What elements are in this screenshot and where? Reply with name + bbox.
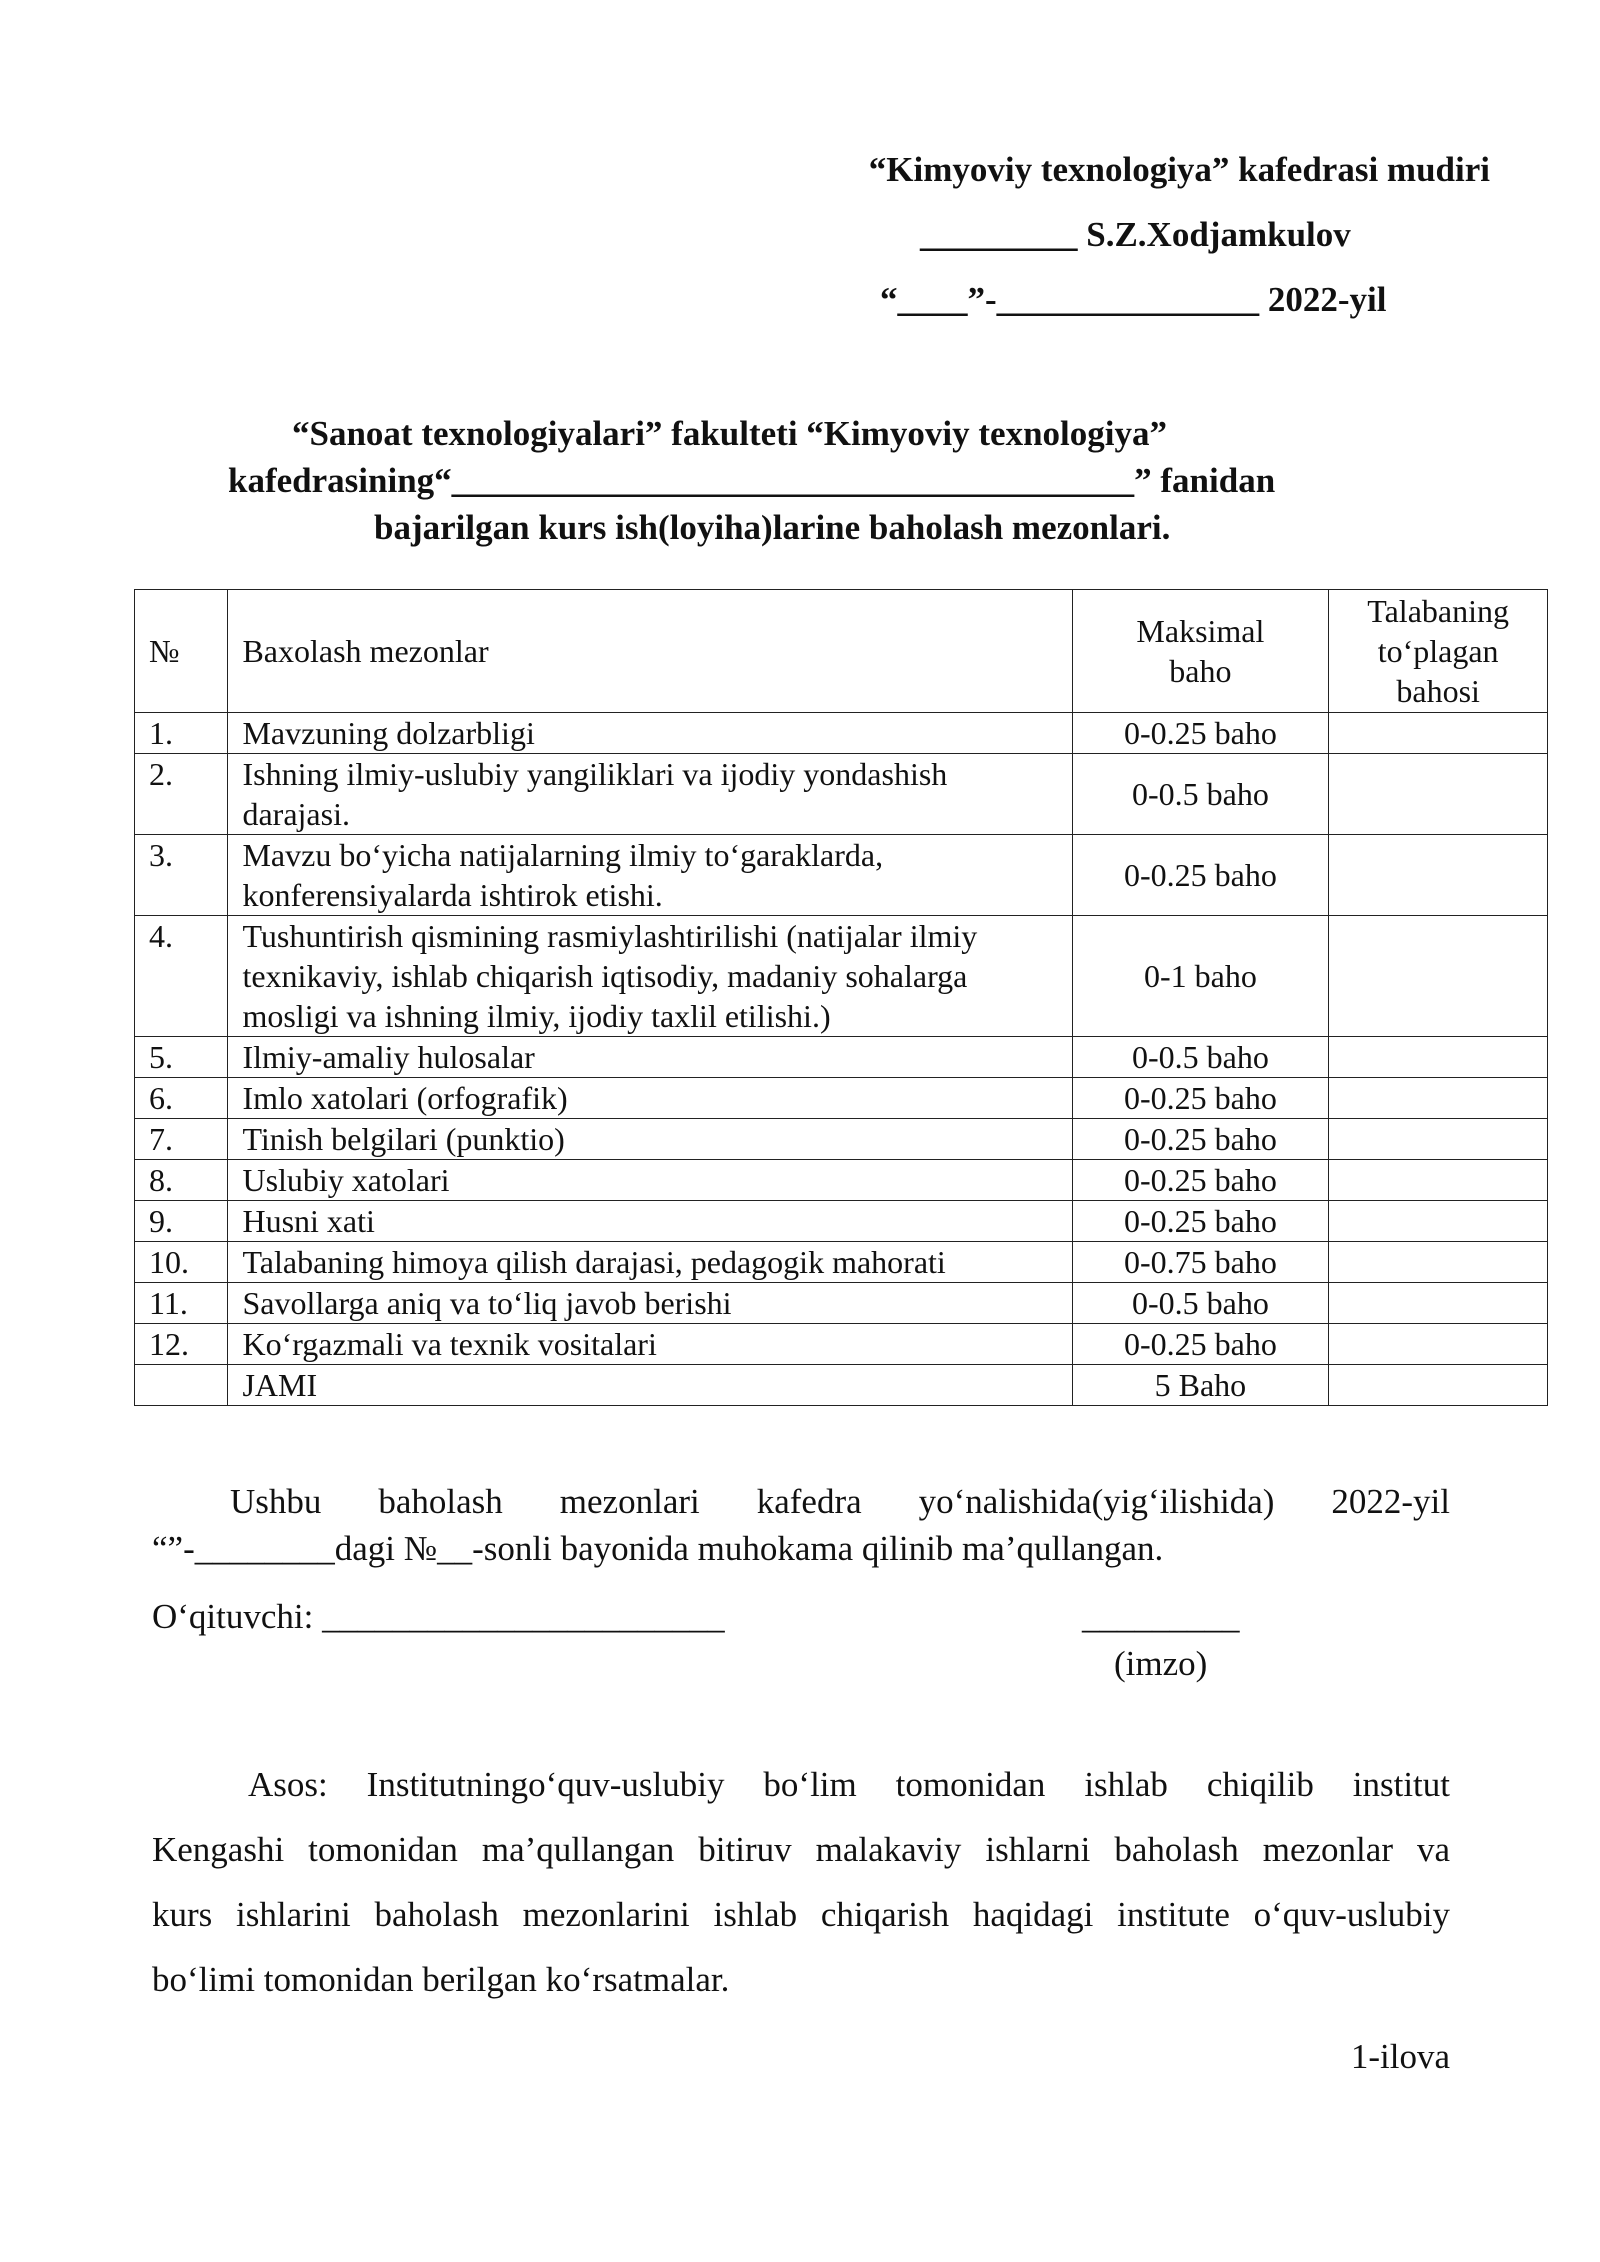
approval-title: “Kimyoviy texnologiya” kafedrasi mudiri — [868, 150, 1490, 189]
table-row — [135, 1242, 1548, 1283]
document-title — [0, 410, 1600, 551]
row-number: 9. — [135, 1201, 228, 1242]
row-criteria: Tinish belgilari (punktio) — [228, 1119, 1072, 1160]
row-max-score: 0-0.5 baho — [1072, 754, 1329, 835]
row-max-score: 0-0.25 baho — [1072, 1078, 1329, 1119]
header-criteria: Baxolash mezonlar — [228, 590, 1072, 713]
row-student-score — [1329, 713, 1548, 754]
row-student-score — [1329, 916, 1548, 1037]
row-number: 1. — [135, 713, 228, 754]
row-max-score: 5 Baho — [1072, 1365, 1329, 1406]
row-student-score — [1329, 754, 1548, 835]
row-max-score: 0-0.25 baho — [1072, 713, 1329, 754]
header-student-score: Talabaning to‘plagan bahosi — [1329, 590, 1548, 713]
table-row — [135, 1160, 1548, 1201]
table-header-row — [135, 590, 1548, 713]
row-criteria: Uslubiy xatolari — [228, 1160, 1072, 1201]
basis-line-2: Kengashi tomonidan ma’qullangan bitiruv malakaviy ishlarni baholash mezonlar va — [152, 1830, 1450, 1869]
signature-caption: (imzo) — [1114, 1644, 1208, 1683]
row-student-score — [1329, 1324, 1548, 1365]
table-row — [135, 1037, 1548, 1078]
table-row — [135, 916, 1548, 1037]
table-row — [135, 835, 1548, 916]
row-max-score: 0-0.25 baho — [1072, 835, 1329, 916]
row-student-score — [1329, 1037, 1548, 1078]
table-row — [135, 1283, 1548, 1324]
row-max-score: 0-0.25 baho — [1072, 1119, 1329, 1160]
basis-line-3: kurs ishlarini baholash mezonlarini ishlab chiqarish haqidagi institute o‘quv-uslubiy — [152, 1895, 1450, 1934]
row-max-score: 0-0.5 baho — [1072, 1037, 1329, 1078]
row-criteria: Talabaning himoya qilish darajasi, pedagogik mahorati — [228, 1242, 1072, 1283]
basis-line-4: bo‘limi tomonidan berilgan ko‘rsatmalar. — [152, 1960, 730, 1999]
approval-date: “____”-_______________ 2022-yil — [880, 280, 1387, 319]
row-student-score — [1329, 835, 1548, 916]
row-max-score: 0-0.25 baho — [1072, 1160, 1329, 1201]
approval-head-signature: _________ S.Z.Xodjamkulov — [920, 215, 1351, 254]
row-number — [135, 1365, 228, 1406]
row-student-score — [1329, 1160, 1548, 1201]
teacher-label: O‘qituvchi: _______________________ — [152, 1597, 725, 1636]
title-line-1: “Sanoat texnologiyalari” fakulteti “Kimyoviy texnologiya” — [292, 414, 1167, 453]
row-criteria: Ko‘rgazmali va texnik vositalari — [228, 1324, 1072, 1365]
signature-line: _________ — [1082, 1597, 1240, 1636]
row-student-score — [1329, 1078, 1548, 1119]
approval-note — [152, 1478, 1450, 1572]
basis-paragraph — [152, 1752, 1450, 2012]
header-number: № — [135, 590, 228, 713]
row-student-score — [1329, 1119, 1548, 1160]
row-number: 3. — [135, 835, 228, 916]
row-max-score: 0-0.25 baho — [1072, 1324, 1329, 1365]
approval-note-line-2: “”-________dagi №__-sonli bayonida muhokama qilinib ma’qullangan. — [152, 1529, 1164, 1568]
approval-note-line-1: Ushbu baholash mezonlari kafedra yo‘nalishida(yig‘ilishida) 2022-yil — [230, 1482, 1450, 1521]
row-max-score: 0-0.5 baho — [1072, 1283, 1329, 1324]
row-criteria: Tushuntirish qismining rasmiylashtirilishi (natijalar ilmiy texnikaviy, ishlab chiqarish iqtisodiy, madaniy sohalarga mosligi va ishning ilmiy, ijodiy taxlil etilishi.) — [228, 916, 1072, 1037]
row-student-score — [1329, 1283, 1548, 1324]
row-number: 12. — [135, 1324, 228, 1365]
header-max-score: Maksimal baho — [1072, 590, 1329, 713]
table-body — [135, 713, 1548, 1406]
table-row — [135, 1201, 1548, 1242]
row-criteria: JAMI — [228, 1365, 1072, 1406]
row-criteria: Ishning ilmiy-uslubiy yangiliklari va ijodiy yondashish darajasi. — [228, 754, 1072, 835]
row-number: 5. — [135, 1037, 228, 1078]
row-number: 11. — [135, 1283, 228, 1324]
title-line-2: kafedrasining“_______________________________________” fanidan — [228, 461, 1276, 500]
row-criteria: Husni xati — [228, 1201, 1072, 1242]
row-number: 10. — [135, 1242, 228, 1283]
table-row — [135, 1119, 1548, 1160]
table-total-row — [135, 1365, 1548, 1406]
row-number: 6. — [135, 1078, 228, 1119]
row-criteria: Mavzu bo‘yicha natijalarning ilmiy to‘garaklarda, konferensiyalarda ishtirok etishi. — [228, 835, 1072, 916]
row-criteria: Imlo xatolari (orfografik) — [228, 1078, 1072, 1119]
title-line-3: bajarilgan kurs ish(loyiha)larine baholash mezonlari. — [374, 508, 1171, 547]
row-max-score: 0-0.75 baho — [1072, 1242, 1329, 1283]
row-criteria: Mavzuning dolzarbligi — [228, 713, 1072, 754]
row-number: 8. — [135, 1160, 228, 1201]
row-number: 2. — [135, 754, 228, 835]
table-row — [135, 713, 1548, 754]
row-number: 7. — [135, 1119, 228, 1160]
criteria-table — [134, 589, 1548, 1406]
row-student-score — [1329, 1365, 1548, 1406]
row-max-score: 0-1 baho — [1072, 916, 1329, 1037]
row-student-score — [1329, 1242, 1548, 1283]
appendix-label: 1-ilova — [1350, 2037, 1450, 2076]
row-max-score: 0-0.25 baho — [1072, 1201, 1329, 1242]
table-row — [135, 1078, 1548, 1119]
row-number: 4. — [135, 916, 228, 1037]
basis-line-1: Asos: Institutningo‘quv-uslubiy bo‘lim tomonidan ishlab chiqilib institut — [248, 1765, 1450, 1804]
row-criteria: Ilmiy-amaliy hulosalar — [228, 1037, 1072, 1078]
table-row — [135, 1324, 1548, 1365]
table-row — [135, 754, 1548, 835]
row-student-score — [1329, 1201, 1548, 1242]
row-criteria: Savollarga aniq va to‘liq javob berishi — [228, 1283, 1072, 1324]
